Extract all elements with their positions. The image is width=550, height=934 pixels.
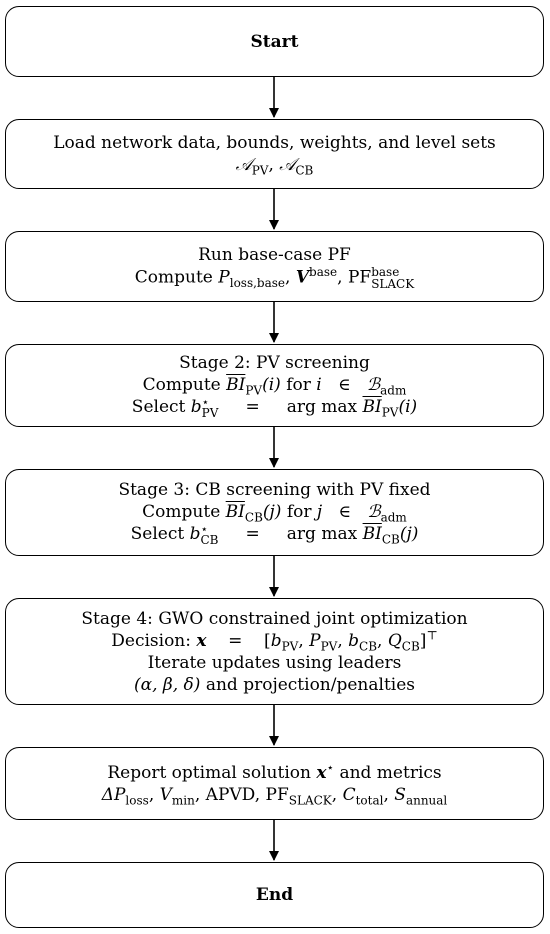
level-sets-line xyxy=(236,154,314,176)
a-cb-sub: CB xyxy=(295,163,314,178)
load-data-node xyxy=(5,119,544,189)
for-label: for xyxy=(286,502,312,523)
bi-pv-sub-2: PV xyxy=(381,405,399,420)
p-loss-symbol: P xyxy=(218,267,230,287)
stage4-decision-line: Decision: x = [$b_{PV}$, $P_{PV}$, $b_{CB}$, $Q_{CB}]^⊤$ xyxy=(111,627,438,653)
q-cb-sub: CB xyxy=(401,638,420,653)
apvd-label: APVD xyxy=(205,784,255,805)
bracket-open: [ xyxy=(264,630,271,651)
b-pv-symbol: b xyxy=(270,630,282,651)
q-cb-symbol: Q xyxy=(387,630,402,651)
report-node xyxy=(5,747,544,820)
report-metrics-line: $\Delta P_{loss}$, $V_{min}$, APVD, $PF_{SLACK}$, $C_{total}$, $S_{annual}$ xyxy=(101,784,448,807)
select-label: Select xyxy=(131,397,186,418)
base-pf-title: Run base-case PF xyxy=(198,244,351,265)
b-adm-symbol: ℬ xyxy=(367,502,381,523)
pf-slack-symbol: PF xyxy=(265,784,289,805)
b-adm-sub: adm xyxy=(380,383,407,398)
s-annual-sub: annual xyxy=(405,792,448,807)
a-pv-sub: PV xyxy=(251,163,269,178)
bi-cb-symbol-2: $\overline{BI}$ xyxy=(362,524,382,545)
index-i: i xyxy=(316,375,322,396)
index-j: j xyxy=(316,502,323,523)
stage2-compute-line xyxy=(143,374,407,396)
x-star-sup: ⋆ xyxy=(326,759,335,774)
bracket-close: ] xyxy=(419,630,427,651)
transpose-sup: ⊤ xyxy=(426,627,438,642)
b-adm-sub: adm xyxy=(380,510,407,525)
a-pv-symbol: 𝒜 xyxy=(235,155,252,175)
stage4-iterate-line: Iterate updates using leaders xyxy=(147,652,402,673)
for-label: for xyxy=(286,375,311,396)
stage4-title: Stage 4: GWO constrained joint optimization xyxy=(81,608,468,629)
stage2-title: Stage 2: PV screening xyxy=(179,353,370,374)
select-label: Select xyxy=(130,524,185,545)
c-total-sub: total xyxy=(355,792,384,807)
c-total-symbol: C xyxy=(342,784,356,805)
pf-slack-sub: SLACK xyxy=(288,792,332,807)
end-label: End xyxy=(255,885,294,905)
pf-slack-symbol: PF xyxy=(347,267,372,287)
report-label: Report optimal solution xyxy=(107,762,311,783)
start-node xyxy=(5,6,544,77)
start-label: Start xyxy=(250,31,299,52)
stage2-select-line xyxy=(132,396,417,419)
compute-label: Compute xyxy=(134,267,213,287)
equals: = xyxy=(245,397,260,418)
cb-sub: CB xyxy=(200,532,219,547)
element-of: ∈ xyxy=(337,375,351,396)
bi-pv-symbol: $\overline{BI}$ xyxy=(226,375,246,396)
compute-label: Compute xyxy=(142,375,221,396)
v-min-symbol: V xyxy=(159,784,172,805)
v-base-symbol: V xyxy=(295,267,310,287)
p-loss-sub: loss,base xyxy=(229,275,286,290)
b-cb-sub: CB xyxy=(359,638,378,653)
stage2-node xyxy=(5,344,544,427)
stage4-leaders-line xyxy=(134,674,415,696)
base-pf-compute-line: Compute $P_{loss,base}$, $V^{base}$, PF base SLACK xyxy=(134,264,415,291)
bi-pv-symbol-2: $\overline{BI}$ xyxy=(362,397,382,418)
s-annual-symbol: S xyxy=(394,784,406,805)
end-node xyxy=(5,862,544,928)
stage3-compute-line xyxy=(142,501,407,523)
delta-p-loss-sub: loss xyxy=(125,792,149,807)
pf-sup: base xyxy=(371,264,400,279)
bi-pv-arg: (i) xyxy=(262,375,281,396)
bi-pv-arg-2: (i) xyxy=(398,397,418,418)
decision-label: Decision: xyxy=(111,630,191,651)
bi-pv-sub: PV xyxy=(245,383,263,398)
bi-cb-arg: (j) xyxy=(262,502,282,523)
compute-label: Compute xyxy=(142,502,221,523)
x-vector-symbol: x xyxy=(196,630,207,651)
v-base-sup: base xyxy=(309,264,338,279)
bi-cb-arg-2: (j) xyxy=(399,524,419,545)
bi-cb-sub: CB xyxy=(244,510,263,525)
stage3-node xyxy=(5,469,544,556)
star-sup: ⋆ xyxy=(201,394,210,409)
b-adm-symbol: ℬ xyxy=(366,375,381,396)
v-min-sub: min xyxy=(171,792,195,807)
stage4-node xyxy=(5,598,544,705)
b-pv-star-symbol: b xyxy=(190,397,202,418)
stage3-select-line xyxy=(131,523,419,546)
b-cb-star-symbol: b xyxy=(189,524,201,545)
comma: , xyxy=(268,155,274,175)
bi-cb-sub-2: CB xyxy=(381,532,400,547)
b-pv-sub: PV xyxy=(281,638,299,653)
and-metrics-label: and metrics xyxy=(339,762,442,783)
stage3-title: Stage 3: CB screening with PV fixed xyxy=(118,480,431,501)
pf-sub: SLACK xyxy=(371,276,415,291)
pv-sub: PV xyxy=(201,405,219,420)
equals: = xyxy=(245,524,260,545)
equals: = xyxy=(228,630,243,651)
argmax-label: arg max xyxy=(286,524,358,545)
bi-cb-symbol: $\overline{BI}$ xyxy=(225,502,245,523)
load-data-text: Load network data, bounds, weights, and level sets xyxy=(53,133,496,153)
leaders-tuple: (α, β, δ) xyxy=(133,674,201,695)
base-pf-node xyxy=(5,231,544,302)
delta-p-loss-symbol: ΔP xyxy=(101,784,126,805)
p-pv-symbol: P xyxy=(309,630,321,651)
projection-label: and projection/penalties xyxy=(205,674,415,695)
report-line1 xyxy=(107,759,442,784)
a-cb-symbol: 𝒜 xyxy=(279,155,296,175)
element-of: ∈ xyxy=(338,502,351,523)
argmax-label: arg max xyxy=(286,397,358,418)
x-star-symbol: x xyxy=(316,762,327,783)
p-pv-sub: PV xyxy=(320,638,338,653)
b-cb-symbol: b xyxy=(348,630,360,651)
star-sup: ⋆ xyxy=(200,521,208,536)
